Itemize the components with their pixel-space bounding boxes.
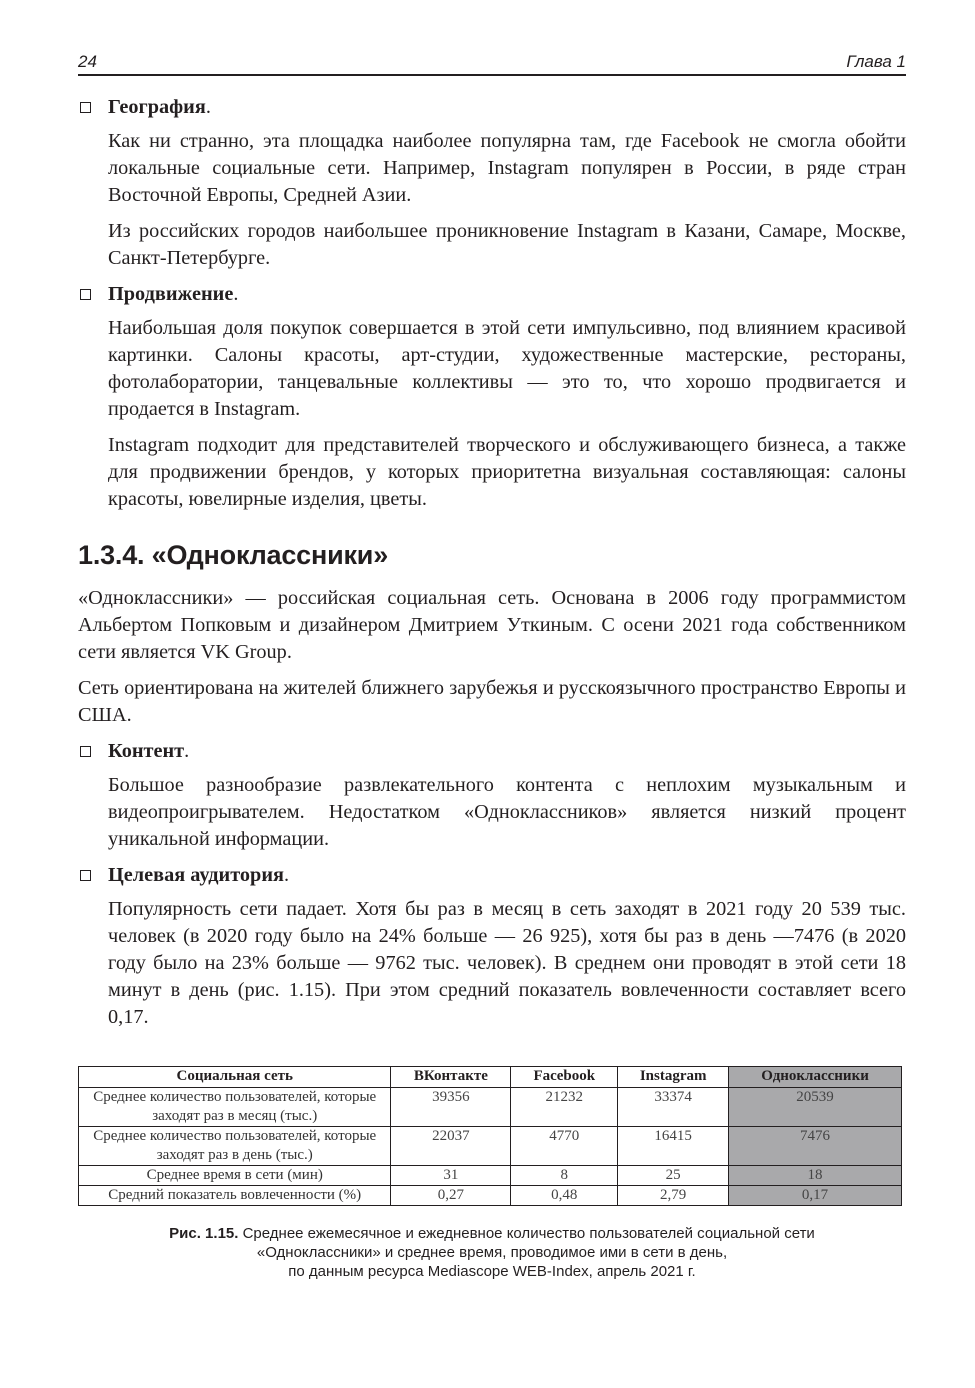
bullet-audience: Целевая аудитория.: [78, 862, 906, 889]
paragraph: Из российских городов наибольшее проникновение Instagram в Казани, Самаре, Москве, Санкт-Петербурге.: [108, 220, 906, 269]
paragraph: Сеть ориентирована на жителей ближнего зарубежья и русскоязычного пространство Европы и США.: [78, 677, 906, 726]
bullet-content: Контент.: [78, 738, 906, 765]
table-cell-highlighted: 0,17: [729, 1186, 902, 1206]
row-label: Среднее количество пользователей, которые заходят раз в месяц (тыс.): [79, 1088, 391, 1127]
table-cell: 25: [618, 1166, 729, 1186]
row-label: Среднее время в сети (мин): [79, 1166, 391, 1186]
column-header: Instagram: [618, 1067, 729, 1088]
checkbox-bullet-icon: [80, 870, 91, 881]
table-cell: 39356: [391, 1088, 511, 1127]
checkbox-bullet-icon: [80, 289, 91, 300]
paragraph: Instagram подходит для представителей творческого и обслуживающего бизнеса, а также для продвижении брендов, у которых приоритетна визуальная составляющая: салоны красоты, ювелирные изделия, цветы.: [108, 434, 906, 510]
bullet-title: Целевая аудитория: [108, 864, 284, 886]
table-cell: 31: [391, 1166, 511, 1186]
table-cell: 0,48: [511, 1186, 618, 1206]
page-body: [78, 94, 906, 1040]
table-cell-highlighted: 20539: [729, 1088, 902, 1127]
checkbox-bullet-icon: [80, 102, 91, 113]
table-cell: 16415: [618, 1127, 729, 1166]
table-cell: 0,27: [391, 1186, 511, 1206]
section-heading: 1.3.4. «Одноклассники»: [78, 540, 389, 570]
table-cell-highlighted: 18: [729, 1166, 902, 1186]
table-row: [79, 1127, 902, 1166]
paragraph: «Одноклассники» — российская социальная сеть. Основана в 2006 году программистом Альбертом Попковым и дизайнером Дмитрием Уткиным. С осени 2021 года собственником сети является VK Group.: [78, 587, 906, 663]
figure-label: Рис. 1.15.: [169, 1225, 239, 1242]
table-cell: 4770: [511, 1127, 618, 1166]
bullet-geography: География.: [78, 94, 906, 121]
figure-table: [78, 1066, 902, 1206]
paragraph: Наибольшая доля покупок совершается в этой сети импульсивно, под влиянием красивой картинки. Салоны красоты, арт-студии, художественные мастерские, рестораны, фотолаборатории, танцевальные коллективы — это то, что хорошо продвигается и продается в Instagram.: [108, 317, 906, 420]
column-header: Социальная сеть: [79, 1067, 391, 1088]
column-header: ВКонтакте: [391, 1067, 511, 1088]
table-row: [79, 1088, 902, 1127]
table-row: [79, 1166, 902, 1186]
table-cell: 22037: [391, 1127, 511, 1166]
column-header-highlighted: Одноклассники: [729, 1067, 902, 1088]
row-label: Среднее количество пользователей, которые заходят раз в день (тыс.): [79, 1127, 391, 1166]
table-cell-highlighted: 7476: [729, 1127, 902, 1166]
table-cell: 33374: [618, 1088, 729, 1127]
bullet-title: География: [108, 96, 206, 118]
running-head: [78, 52, 906, 76]
table-cell: 2,79: [618, 1186, 729, 1206]
paragraph: Большое разнообразие развлекательного контента с неплохим музыкальным и видеопроигрывателем. Недостатком «Одноклассников» является низкий процент уникальной информации.: [108, 774, 906, 850]
bullet-title: Контент: [108, 740, 185, 762]
table-header-row: [79, 1067, 902, 1088]
bullet-title: Продвижение: [108, 283, 234, 305]
row-label: Средний показатель вовлеченности (%): [79, 1186, 391, 1206]
table-cell: 8: [511, 1166, 618, 1186]
bullet-promotion: Продвижение.: [78, 281, 906, 308]
figure-caption: Рис. 1.15. Среднее ежемесячное и ежедневное количество пользователей социальной сети «Одноклассники» и среднее время, проводимое ими в сети в день, по данным ресурса Mediascope WEB-Index, апрель 2021 г.: [169, 1225, 815, 1280]
social-network-stats-table: [78, 1066, 902, 1206]
chapter-label: Глава 1: [846, 52, 906, 71]
checkbox-bullet-icon: [80, 746, 91, 757]
paragraph: Популярность сети падает. Хотя бы раз в месяц в сеть заходят в 2021 году 20 539 тыс. человек (в 2020 году было на 24% больше — 26 925), хотя бы раз в день —7476 (в 2020 году было на 23% больше — 9762 тыс. человек). В среднем они проводят в этой сети 18 минут в день (рис. 1.15). При этом средний показатель вовлеченности составляет всего 0,17.: [108, 898, 906, 1028]
table-row: [79, 1186, 902, 1206]
page-number: 24: [78, 52, 97, 71]
paragraph: Как ни странно, эта площадка наиболее популярна там, где Facebook не смогла обойти локальные социальные сети. Например, Instagram популярен в России, в ряде стран Восточной Европы, Средней Азии.: [108, 130, 906, 206]
column-header: Facebook: [511, 1067, 618, 1088]
table-cell: 21232: [511, 1088, 618, 1127]
